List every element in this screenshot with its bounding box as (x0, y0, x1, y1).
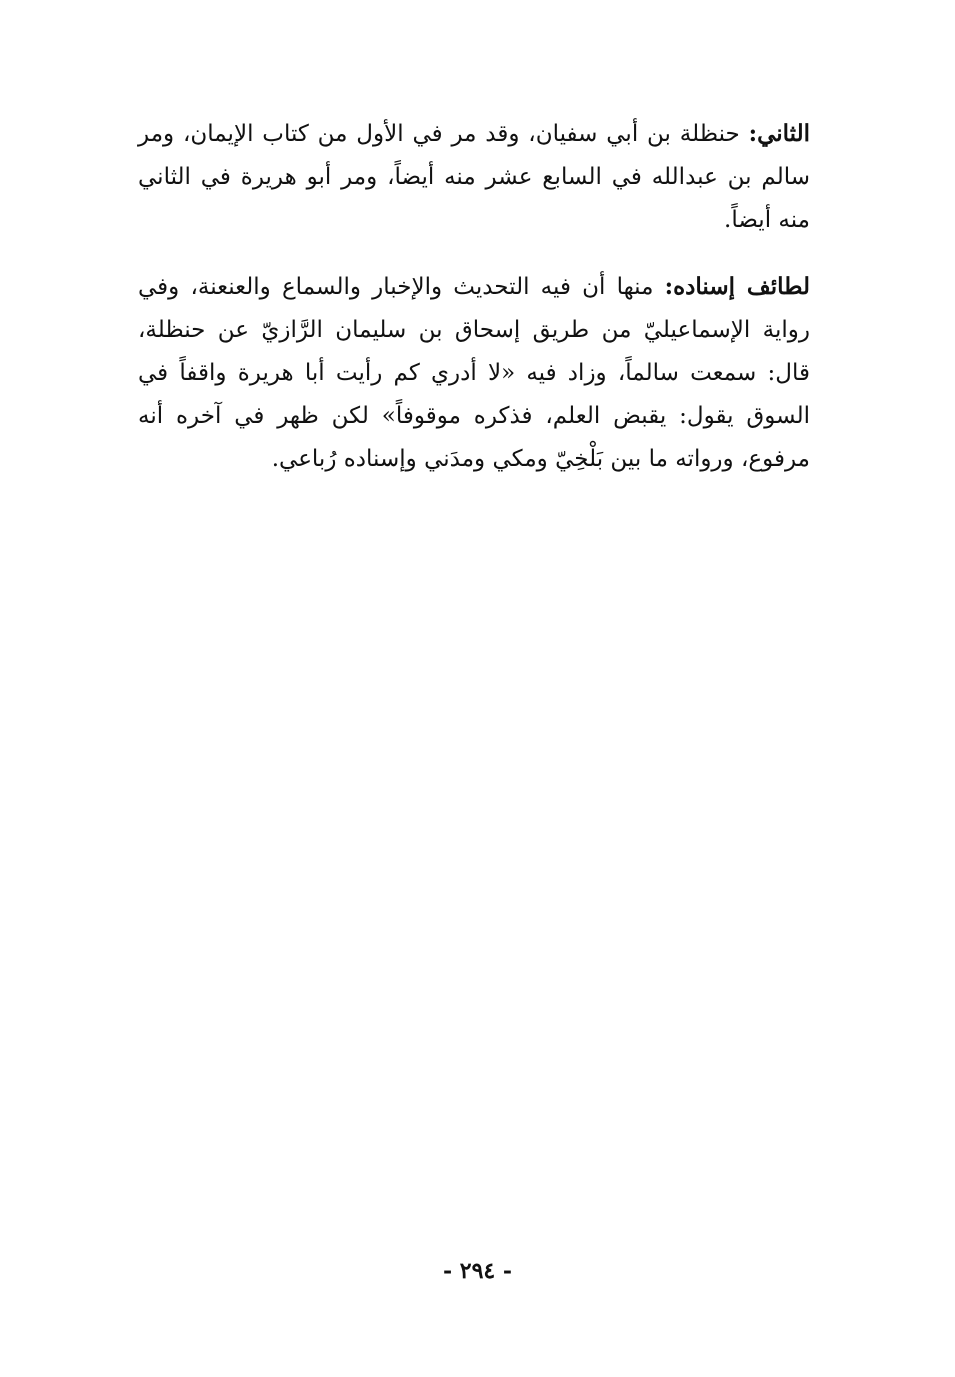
paragraph-chain-subtleties-body: منها أن فيه التحديث والإخبار والسماع والعنعنة، وفي رواية الإسماعيليّ من طريق إسحاق بن سليمان الرَّازيّ عن حنظلة، قال: سمعت سالماً، وزاد فيه «لا أدري كم رأيت أبا هريرة واقفاً في السوق يقول: يقبض العلم، فذكره موقوفاً» لكن ظهر في آخره أنه مرفوع، ورواته ما بين بَلْخِيّ ومكي ومدَني وإسناده رُباعي. (138, 274, 810, 472)
paragraph-chain-subtleties-heading: لطائف إسناده: (664, 273, 810, 300)
page-number: - ٢٩٤ - (442, 1258, 513, 1284)
paragraph-narrators-body: حنظلة بن أبي سفيان، وقد مر في الأول من كتاب الإيمان، ومر سالم بن عبدالله في السابع عشر منه أيضاً، ومر أبو هريرة في الثاني منه أيضاً. (138, 121, 810, 233)
paragraph-chain-subtleties (138, 265, 810, 481)
paragraph-narrators-heading: الثاني: (748, 120, 810, 147)
paragraph-narrators (138, 112, 810, 242)
